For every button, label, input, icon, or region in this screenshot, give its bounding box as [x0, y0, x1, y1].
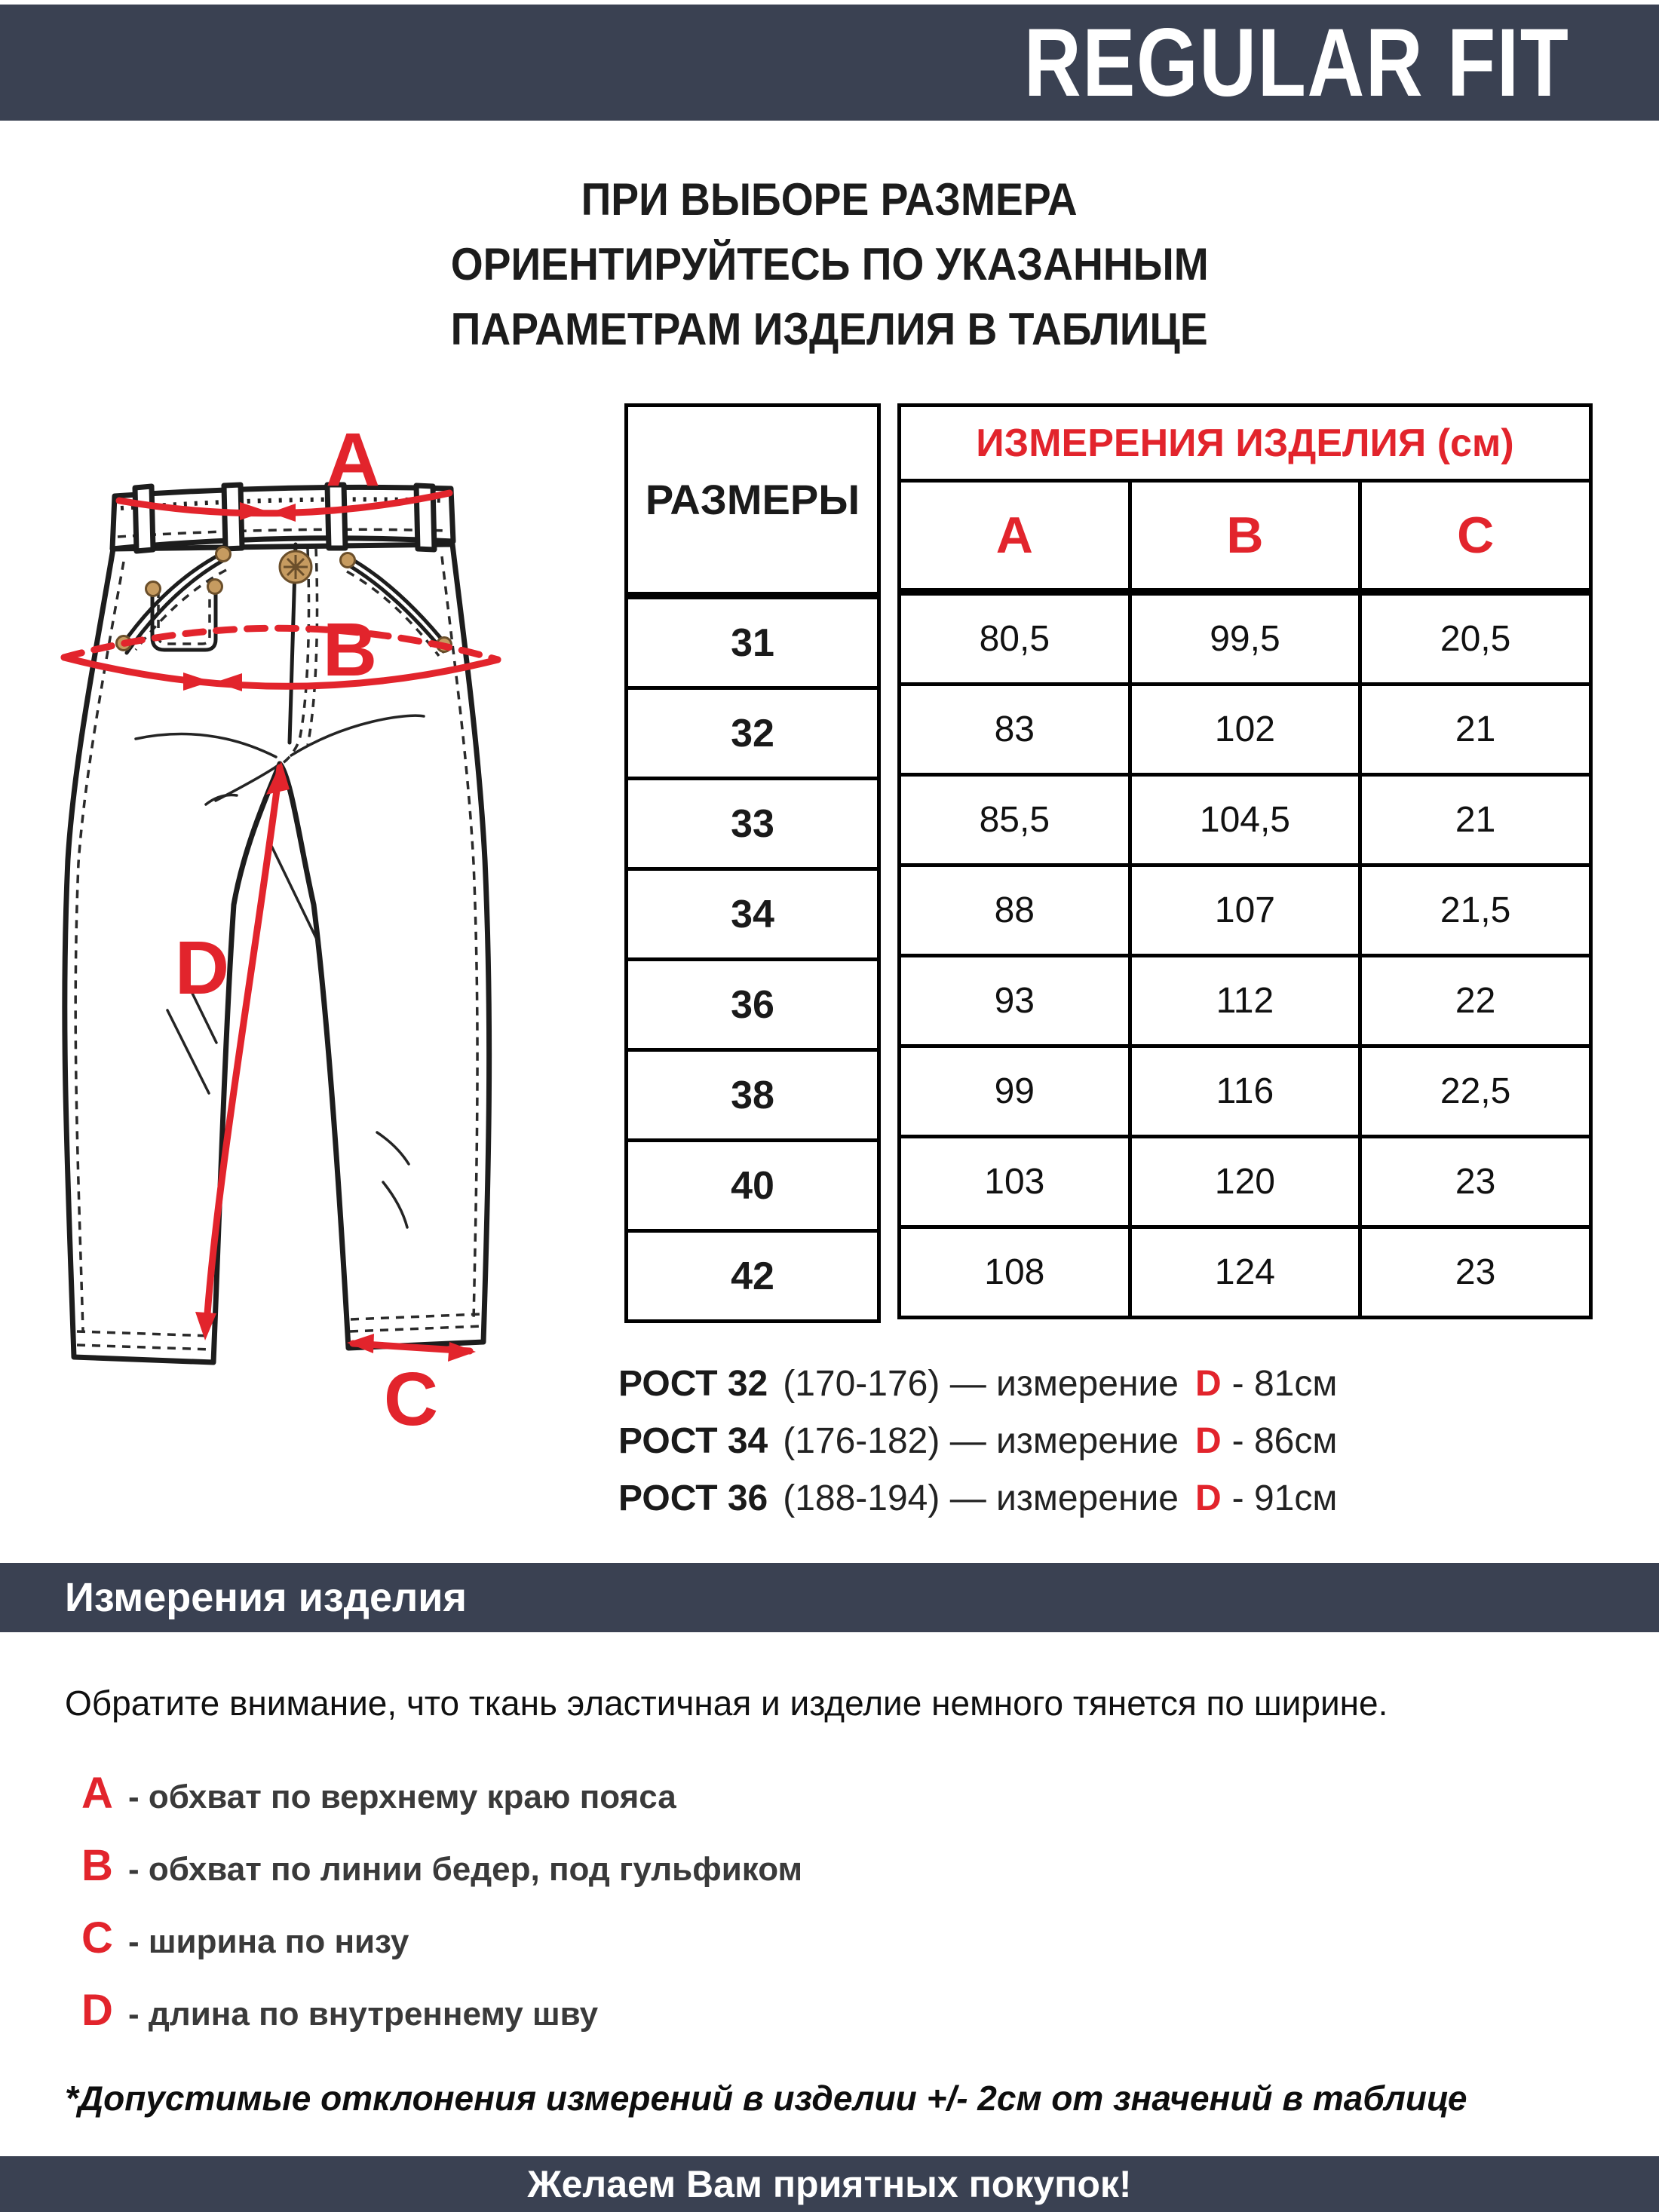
- table-row: [627, 869, 879, 960]
- size-cell: 34: [627, 869, 879, 960]
- col-header-a: A: [900, 481, 1130, 593]
- table-row: [627, 688, 879, 779]
- measurements-table: [897, 403, 1593, 1319]
- legend-letter-b: B: [81, 1841, 113, 1890]
- intro-line-2: ОРИЕНТИРУЙТЕСЬ ПО УКАЗАННЫМ: [450, 239, 1209, 290]
- size-cell: 32: [627, 688, 879, 779]
- value-cell: 93: [900, 956, 1130, 1046]
- measure-label-d: D: [174, 926, 230, 1010]
- value-cell: 21: [1360, 775, 1591, 865]
- height-line: [618, 1478, 1337, 1535]
- height-letter-d: D: [1194, 1421, 1222, 1461]
- measure-label-c: C: [383, 1357, 439, 1441]
- intro-line-3: ПАРАМЕТРАМ ИЗДЕЛИЯ В ТАБЛИЦЕ: [450, 304, 1209, 354]
- height-value: - 86см: [1231, 1421, 1338, 1461]
- value-cell: 116: [1130, 1046, 1360, 1137]
- jeans-waistband: [112, 487, 453, 549]
- measure-label-b: B: [322, 608, 378, 692]
- size-cell: 33: [627, 779, 879, 869]
- value-cell: 112: [1130, 956, 1360, 1046]
- legend-letter-d: D: [81, 1986, 113, 2035]
- value-cell: 108: [900, 1227, 1130, 1318]
- table-row: [627, 1231, 879, 1322]
- legend-item: [81, 1913, 802, 1985]
- size-cell: 42: [627, 1231, 879, 1322]
- value-cell: 22,5: [1360, 1046, 1591, 1137]
- height-range: (188-194) — измерение: [783, 1478, 1179, 1518]
- measure-label-a: A: [325, 422, 381, 502]
- rivet-icon: [146, 582, 161, 596]
- value-cell: 83: [900, 685, 1130, 775]
- measure-legend: [81, 1768, 802, 2057]
- table-row: [900, 685, 1591, 775]
- table-row: [900, 865, 1591, 956]
- height-value: - 81см: [1231, 1364, 1338, 1404]
- legend-letter-a: A: [81, 1769, 113, 1818]
- value-cell: 22: [1360, 956, 1591, 1046]
- size-cell: 40: [627, 1141, 879, 1231]
- value-cell: 124: [1130, 1227, 1360, 1318]
- page-title: REGULAR FIT: [1023, 8, 1570, 117]
- col-header-b: B: [1130, 481, 1360, 593]
- jeans-legs-outline: [65, 544, 489, 1362]
- measurements-header: ИЗМЕРЕНИЯ ИЗДЕЛИЯ (см): [900, 406, 1591, 481]
- height-label: РОСТ 34: [618, 1421, 768, 1461]
- footer-bar: [0, 2156, 1659, 2212]
- section-title: Измерения изделия: [65, 1575, 467, 1620]
- top-title-bar: [0, 5, 1659, 121]
- value-cell: 85,5: [900, 775, 1130, 865]
- rivet-icon: [208, 580, 222, 594]
- table-row: [627, 596, 879, 688]
- value-cell: 23: [1360, 1137, 1591, 1227]
- height-value: - 91см: [1231, 1478, 1338, 1518]
- height-line: [618, 1420, 1337, 1478]
- value-cell: 23: [1360, 1227, 1591, 1318]
- value-cell: 88: [900, 865, 1130, 956]
- table-row: [900, 1227, 1591, 1318]
- legend-text: - обхват по верхнему краю пояса: [128, 1778, 676, 1815]
- size-cell: 38: [627, 1050, 879, 1141]
- value-cell: 102: [1130, 685, 1360, 775]
- height-range: (176-182) — измерение: [783, 1421, 1179, 1461]
- legend-letter-c: C: [81, 1913, 113, 1962]
- value-cell: 20,5: [1360, 592, 1591, 685]
- sizes-table: [624, 403, 881, 1323]
- height-line: [618, 1363, 1337, 1420]
- legend-text: - длина по внутреннему шву: [128, 1996, 599, 2033]
- table-row: [900, 592, 1591, 685]
- legend-item: [81, 1985, 802, 2057]
- value-cell: 104,5: [1130, 775, 1360, 865]
- value-cell: 120: [1130, 1137, 1360, 1227]
- rivet-icon: [216, 547, 231, 562]
- legend-item: [81, 1840, 802, 1913]
- size-cell: 31: [627, 596, 879, 688]
- sizes-header: РАЗМЕРЫ: [627, 406, 879, 596]
- height-letter-d: D: [1194, 1364, 1222, 1404]
- value-cell: 21,5: [1360, 865, 1591, 956]
- value-cell: 99,5: [1130, 592, 1360, 685]
- section-title-bar: [0, 1563, 1659, 1632]
- fabric-note: Обратите внимание, что ткань эластичная и изделие немного тянется по ширине.: [65, 1684, 1388, 1723]
- tolerance-footnote: *Допустимые отклонения измерений в изделии +/- 2см от значений в таблице: [65, 2079, 1467, 2118]
- table-row: [900, 1137, 1591, 1227]
- table-row: [627, 960, 879, 1050]
- value-cell: 99: [900, 1046, 1130, 1137]
- legend-text: - обхват по линии бедер, под гульфиком: [128, 1851, 803, 1888]
- value-cell: 107: [1130, 865, 1360, 956]
- col-header-c: C: [1360, 481, 1591, 593]
- intro-line-1: ПРИ ВЫБОРЕ РАЗМЕРА: [581, 174, 1078, 225]
- table-row: [900, 956, 1591, 1046]
- size-cell: 36: [627, 960, 879, 1050]
- value-cell: 103: [900, 1137, 1130, 1227]
- height-letter-d: D: [1194, 1478, 1222, 1518]
- table-row: [900, 1046, 1591, 1137]
- rivet-icon: [341, 553, 355, 568]
- height-info-block: [618, 1363, 1337, 1535]
- height-label: РОСТ 36: [618, 1478, 768, 1518]
- value-cell: 80,5: [900, 592, 1130, 685]
- table-row: [627, 1050, 879, 1141]
- height-label: РОСТ 32: [618, 1364, 768, 1404]
- intro-heading: [0, 167, 1659, 362]
- table-row: [627, 779, 879, 869]
- legend-item: [81, 1768, 802, 1840]
- footer-message: Желаем Вам приятных покупок!: [527, 2163, 1132, 2205]
- table-row: [627, 1141, 879, 1231]
- legend-text: - ширина по низу: [128, 1923, 409, 1960]
- height-range: (170-176) — измерение: [783, 1364, 1179, 1404]
- value-cell: 21: [1360, 685, 1591, 775]
- jeans-diagram: [30, 422, 618, 1478]
- table-row: [900, 775, 1591, 865]
